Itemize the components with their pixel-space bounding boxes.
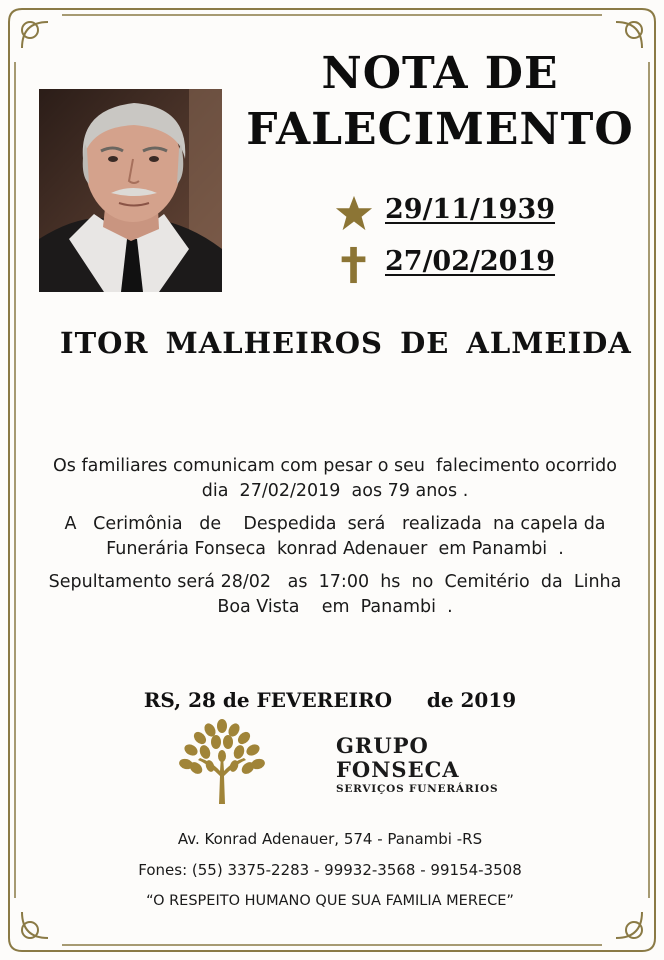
death-date: 27/02/2019	[385, 246, 556, 277]
life-dates	[335, 190, 575, 294]
company-slogan: “O RESPEITO HUMANO QUE SUA FAMILIA MERECE”	[146, 893, 514, 909]
company-phones: Fones: (55) 3375-2283 - 99932-3568 - 99154-3508	[138, 861, 522, 879]
company-tagline: SERVIÇOS FUNERÁRIOS	[336, 783, 499, 795]
notice-title-line2: FALECIMENTO	[246, 104, 634, 155]
announcement-line: dia 27/02/2019 aos 79 anos .	[201, 481, 469, 501]
announcement-paragraph-2	[40, 512, 630, 562]
announcement-line: Funerária Fonseca konrad Adenauer em Panambi .	[106, 539, 564, 559]
announcement-line: Boa Vista em Panambi .	[217, 597, 453, 617]
deceased-name: ITOR MALHEIROS DE ALMEIDA	[60, 326, 632, 360]
announcement-line: Sepultamento será 28/02 as 17:00 hs no Cemitério da Linha	[48, 572, 622, 592]
announcement-line: A Cerimônia de Despedida será realizada na capela da	[64, 514, 606, 534]
star-icon	[335, 194, 373, 232]
notice-title-line1: NOTA DE	[321, 48, 559, 99]
announcement-paragraph-1	[40, 454, 630, 504]
deceased-photo	[39, 89, 222, 292]
tree-icon	[176, 716, 268, 808]
announcement-paragraph-3	[40, 570, 630, 620]
company-name-line2: FONSECA	[336, 757, 460, 782]
company-name-line1: GRUPO	[336, 733, 429, 758]
company-address: Av. Konrad Adenauer, 574 - Panambi -RS	[177, 830, 483, 848]
birth-date: 29/11/1939	[385, 194, 556, 225]
death-date-row	[335, 242, 575, 294]
cross-icon	[335, 246, 373, 284]
birth-date-row	[335, 190, 575, 242]
announcement-line: Os familiares comunicam com pesar o seu falecimento ocorrido	[53, 456, 617, 476]
place-and-date: RS, 28 de FEVEREIRO de 2019	[143, 688, 517, 712]
company-logo-text	[336, 734, 498, 795]
